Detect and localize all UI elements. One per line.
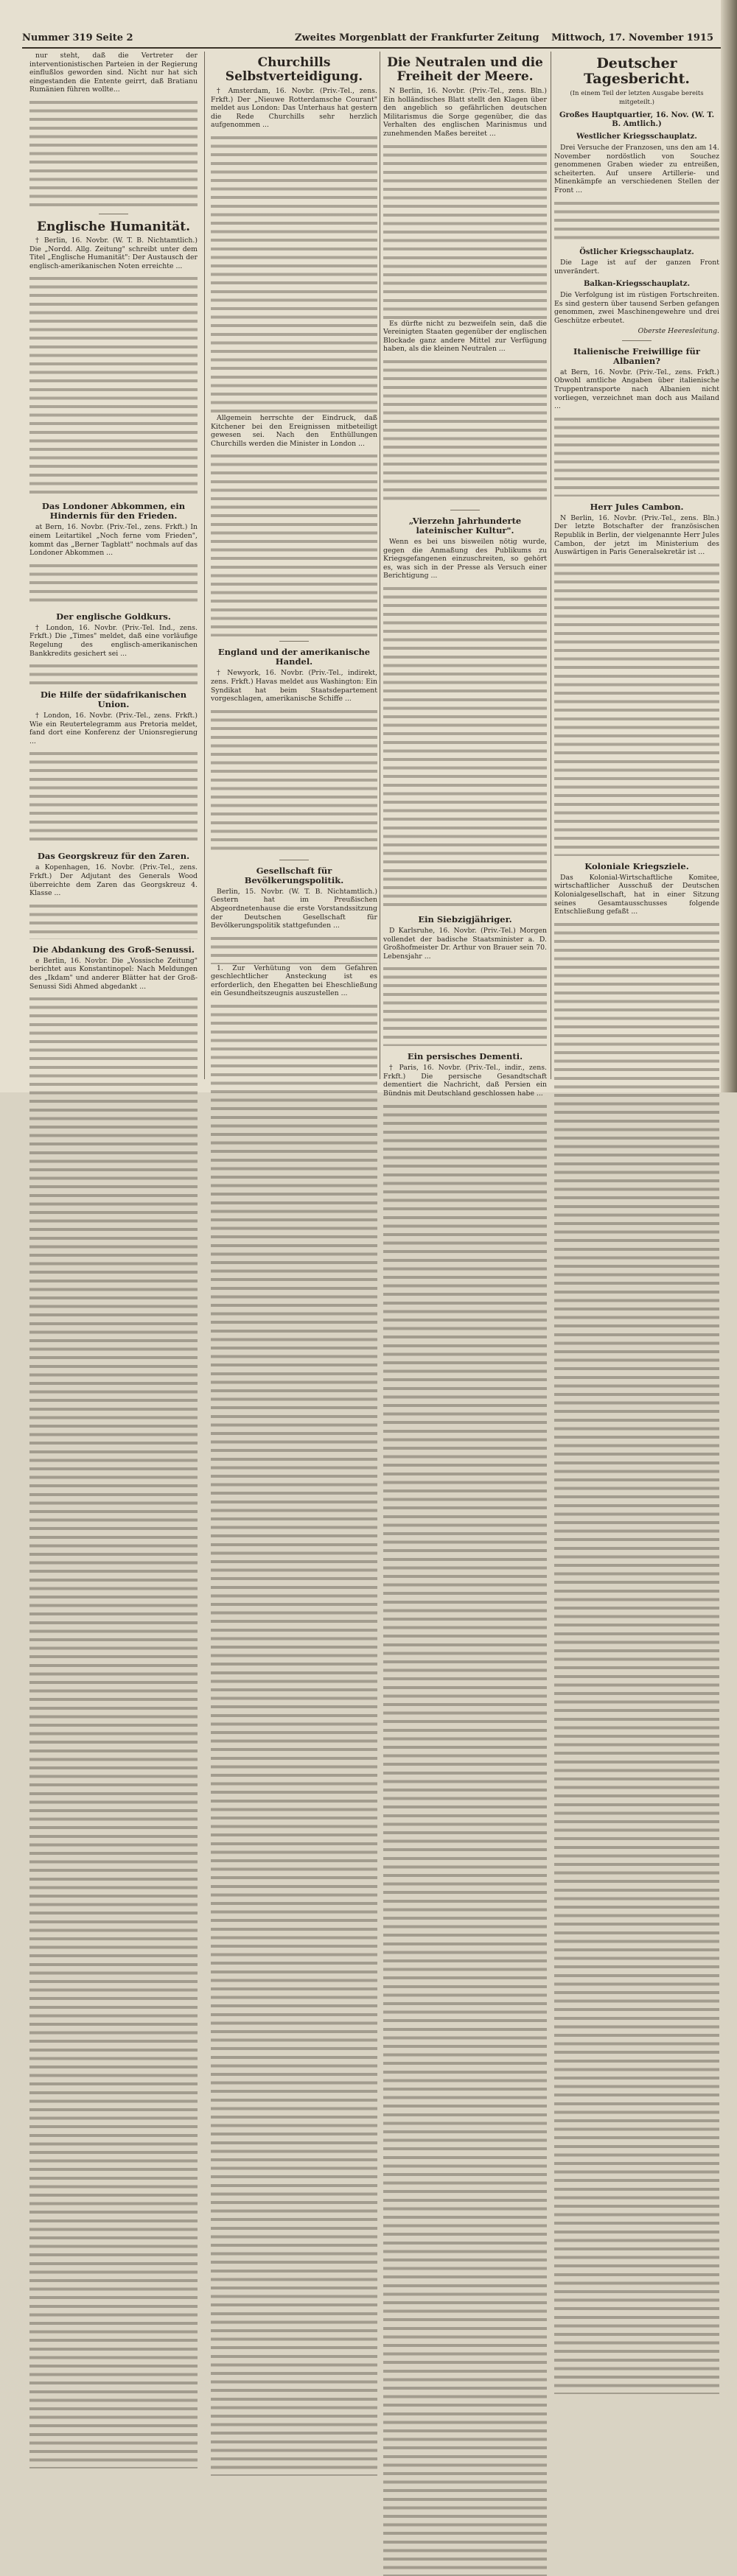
- article-text: † Newyork, 16. Novbr. (Priv.-Tel., indirekt, zens. Frkft.) Havas meldet aus Washington: Ein Syndikat hat beim Staatsdepartement vorgeschlagen, amerikanische Schiffe ...: [211, 669, 377, 703]
- text-block: [29, 562, 198, 606]
- article-text: Wenn es bei uns bisweilen nötig wurde, gegen die Anmaßung des Publikums zu Kriegsgefangenen einzuschreiten, so gehört es, was sich in der Presse als Versuch einer Berichtigung ...: [383, 537, 547, 580]
- text-block: [383, 585, 547, 909]
- newspaper-title: Zweites Morgenblatt der Frankfurter Zeitung: [295, 32, 539, 43]
- article-text: N Berlin, 16. Novbr. (Priv.-Tel., zens. Bln.) Ein holländisches Blatt stellt den Klagen über den angeblich so gefährlichen deutschen Militarismus die Sorge gegenüber, die das Verhalten des englischen Marinismus und zunehmenden Maßes bereitet ...: [383, 87, 547, 138]
- page-header: [22, 31, 721, 49]
- article-text: Die Verfolgung ist im rüstigen Fortschreiten. Es sind gestern über tausend Serben gefangen genommen, zwei Maschinengewehre und drei Geschütze erbeutet.: [554, 290, 719, 325]
- article-text: Berlin, 15. Novbr. (W. T. B. Nichtamtlich.) Gestern hat im Preußischen Abgeordnetenhause die erste Vorstandssitzung der Deutschen Gesellschaft für Bevölkerungspolitik stattgefunden ...: [211, 887, 377, 930]
- article-text: † London, 16. Novbr. (Priv.-Tel. Ind., zens. Frkft.) Die „Times" meldet, daß eine vorläufige Regelung des englisch-amerikanischen Bankkredits gesichert sei ...: [29, 623, 198, 658]
- dateline-hq: Großes Hauptquartier, 16. Nov. (W. T. B. Amtlich.): [559, 111, 715, 128]
- text-block: [554, 561, 719, 856]
- headline-senussi: Die Abdankung des Groß-Senussi.: [32, 944, 195, 955]
- text-block: [29, 750, 198, 846]
- headline-cambon: Herr Jules Cambon.: [590, 501, 684, 512]
- headline-tagesbericht: Deutscher Tagesbericht.: [583, 55, 691, 87]
- text-block: [211, 708, 377, 855]
- text-block: [383, 358, 547, 505]
- headline-kultur: „Vierzehn Jahrhunderte lateinischer Kultur".: [408, 515, 522, 536]
- text-block: [211, 935, 377, 964]
- text-block: [29, 99, 198, 209]
- article-text: Allgemein herrschte der Eindruck, daß Kitchener bei den Ereignissen mitbeteiligt gewesen sei. Nach den Enthüllungen Churchills werden die Minister in London ...: [211, 413, 377, 448]
- headline-neutral: Die Neutralen und die Freiheit der Meere.: [387, 55, 543, 84]
- article-text: 1. Zur Verhütung von dem Gefahren geschlechtlicher Ansteckung ist es erforderlich, den Ehegatten bei Eheschließung ein Gesundheitszeugnis auszustellen ...: [211, 964, 377, 998]
- text-block: [383, 1103, 547, 2576]
- article-text: † Paris, 16. Novbr. (Priv.-Tel., indir., zens. Frkft.) Die persische Gesandtschaft dementiert die Nachricht, daß Persien ein Bündnis mit Deutschland geschlossen habe ...: [383, 1064, 547, 1098]
- article-text: Es dürfte nicht zu bezweifeln sein, daß die Vereinigten Staaten gegenüber der englischen Blockade ganz andere Mittel zur Verfügung haben, als die kleinen Neutralen ...: [383, 319, 547, 354]
- headline-albanien: Italienische Freiwillige für Albanien?: [573, 345, 700, 366]
- article-text: a Kopenhagen, 16. Novbr. (Priv.-Tel., zens. Frkft.) Der Adjutant des Generals Wood überreichte dem Zaren das Georgskreuz 4. Klasse ...: [29, 863, 198, 898]
- article-text: at Bern, 16. Novbr. (Priv.-Tel., zens. Frkft.) Obwohl amtliche Angaben über italienische Truppentransporte nach Albanien nicht vorliegen, verzeichnet man doch aus Mailand ...: [554, 368, 719, 411]
- text-block: [29, 275, 198, 496]
- article-text: nur steht, daß die Vertreter der interventionistischen Parteien in der Regierung einflußlos geworden sind. Nicht nur hat sich eingestanden die Entente geirrt, daß Bratianu Rumänien führen wollte...: [29, 52, 198, 94]
- book-binding: [721, 0, 737, 1092]
- headline-gold: Der englische Goldkurs.: [56, 611, 171, 622]
- headline-bevoelkerung: Gesellschaft für Bevölkerungspolitik.: [244, 865, 344, 885]
- headline-union: Die Hilfe der südafrikanischen Union.: [40, 689, 187, 710]
- headline-humanity: Englische Humanität.: [36, 219, 191, 234]
- text-block: [383, 965, 547, 1046]
- text-block: [211, 134, 377, 414]
- text-block: [211, 1003, 377, 2476]
- divider: [279, 641, 309, 642]
- text-block: [554, 415, 719, 496]
- text-block: [29, 662, 198, 684]
- headline-kolonial: Koloniale Kriegsziele.: [584, 860, 689, 871]
- headline-handel: England und der amerikanische Handel.: [217, 647, 371, 667]
- subhead-west: Westlicher Kriegsschauplatz.: [576, 133, 697, 141]
- article-text: e Berlin, 16. Novbr. Die „Vossische Zeitung" berichtet aus Konstantinopel: Nach Meldungen des „Ikdam" und anderer Blätter hat der Groß-Senussi Sidi Ahmed abgedankt ...: [29, 956, 198, 991]
- text-block: [29, 902, 198, 939]
- issue-number: Nummer 319 Seite 2: [22, 32, 133, 43]
- text-block: [554, 921, 719, 2394]
- article-text: Das Kolonial-Wirtschaftliche Komitee, wirtschaftlicher Ausschuß der Deutschen Kolonialgesellschaft, hat in einer Sitzung seines Gesamtausschusses folgende Entschließung gefaßt ...: [554, 873, 719, 916]
- headline-london: Das Londoner Abkommen, ein Hindernis für den Frieden.: [41, 501, 186, 522]
- article-text: † London, 16. Novbr. (Priv.-Tel., zens. Frkft.) Wie ein Reutertelegramm aus Pretoria meldet, fand dort eine Konferenz der Unionsregierung ...: [29, 712, 198, 745]
- column-3: [383, 52, 547, 1098]
- issue-date: Mittwoch, 17. November 1915: [551, 32, 713, 43]
- article-text: D Karlsruhe, 16. Novbr. (Priv.-Tel.) Morgen vollendet der badische Staatsminister a. D. Großhofmeister Dr. Arthur von Brauer sein 70. Lebensjahr ...: [383, 926, 547, 961]
- article-text: † Berlin, 16. Novbr. (W. T. B. Nichtamtlich.) Die „Nordd. Allg. Zeitung" schreibt unter dem Titel „Englische Humanität": Der Austausch der englisch-amerikanischen Noten erreichte ...: [29, 236, 198, 270]
- headline-churchill: Churchills Selbstverteidigung.: [225, 55, 363, 84]
- signature: Oberste Heeresleitung.: [638, 327, 719, 336]
- subhead-balkan: Balkan-Kriegsschauplatz.: [583, 280, 691, 289]
- article-text: Die Lage ist auf der ganzen Front unverändert.: [554, 259, 719, 276]
- article-text: N Berlin, 16. Novbr. (Priv.-Tel., zens. Bln.) Der letzte Botschafter der französischen Republik in Berlin, der vielgenannte Herr Jules Cambon, der jetzt im Ministerium des Auswärtigen in Paris Generalsekretär ist ...: [554, 513, 719, 557]
- headline-siebzig: Ein Siebzigjähriger.: [418, 913, 512, 924]
- newspaper-page: [0, 0, 737, 1098]
- text-block: [211, 452, 377, 636]
- headline-georg: Das Georgskreuz für den Zaren.: [37, 851, 190, 862]
- article-text: at Bern, 16. Novbr. (Priv.-Tel., zens. Frkft.) In einem Leitartikel „Noch ferne vom Frieden", kommt das „Berner Tagblatt" nochmals auf das Londoner Abkommen ...: [29, 523, 198, 558]
- edition-note: (In einem Teil der letzten Ausgabe bereits mitgeteilt.): [570, 90, 704, 106]
- article-text: † Amsterdam, 16. Novbr. (Priv.-Tel., zens. Frkft.) Der „Nieuwe Rotterdamsche Courant" meldet aus London: Das Unterhaus hat gestern die Rede Churchills sehr herzlich aufgenommen ...: [211, 87, 377, 130]
- column-2: [211, 52, 377, 1079]
- article-text: Drei Versuche der Franzosen, uns den am 14. November nordöstlich von Souchez genommenen Graben wieder zu entreißen, scheiterten. Auf unsere Artillerie- und Minenkämpfe an verschiedenen Stellen der Front ...: [554, 143, 719, 194]
- text-block: [29, 995, 198, 2468]
- column-4: [554, 52, 719, 1079]
- column-1: [29, 52, 198, 1079]
- column-rule: [204, 52, 205, 1079]
- headline-dementi: Ein persisches Dementi.: [407, 1051, 523, 1062]
- text-block: [383, 143, 547, 320]
- subhead-ost: Östlicher Kriegsschauplatz.: [579, 248, 694, 256]
- divider: [622, 340, 652, 341]
- text-block: [554, 200, 719, 244]
